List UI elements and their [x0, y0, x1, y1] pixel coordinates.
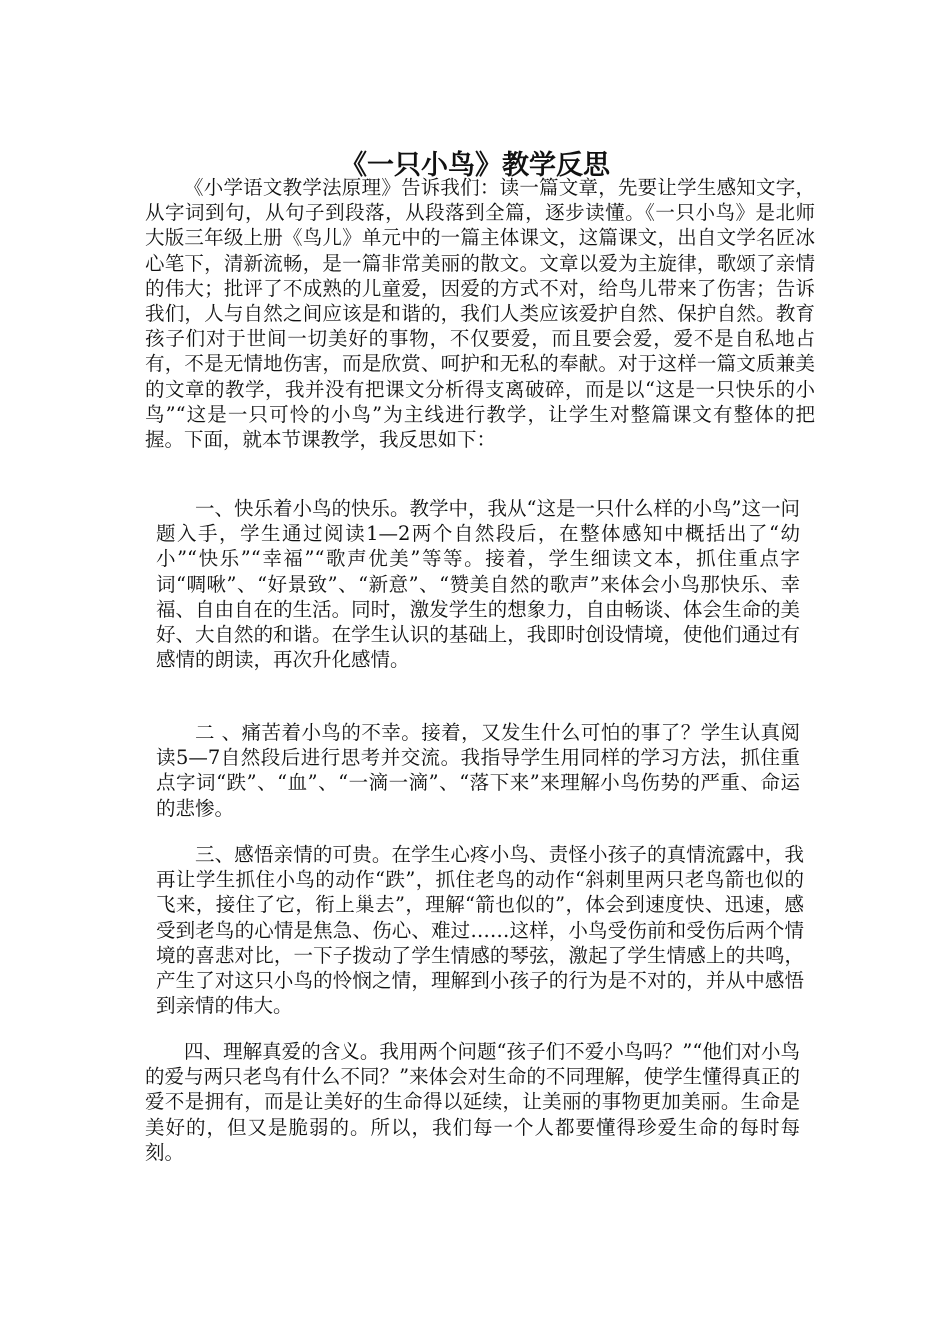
- paragraph-section-one: 一、快乐着小鸟的快乐。教学中，我从“这是一只什么样的小鸟”这一问题入手，学生通过阅读1—2两个自然段后，在整体感知中概括出了“幼小”“快乐”“幸福”“歌声优美”等等。接着，学生细读文本，抓住重点字词“啁啾”、“好景致”、“新意”、“赞美自然的歌声”来体会小鸟那快乐、幸福、自由自在的生活。同时，激发学生的想象力，自由畅谈、体会生命的美好、大自然的和谐。在学生认识的基础上，我即时创设情境，使他们通过有感情的朗读，再次升化感情。: [156, 497, 800, 672]
- paragraph-section-three: 三、感悟亲情的可贵。在学生心疼小鸟、责怪小孩子的真情流露中，我再让学生抓住小鸟的动作“跌”，抓住老鸟的动作“斜刺里两只老鸟箭也似的飞来，接住了它，衔上巢去”，理解“箭也似的”，体会到速度快、迅速，感受到老鸟的心情是焦急、伤心、难过……这样，小鸟受伤前和受伤后两个情境的喜悲对比，一下子拨动了学生情感的琴弦，激起了学生情感上的共鸣，产生了对这只小鸟的怜悯之情，理解到小孩子的行为是不对的，并从中感悟到亲情的伟大。: [156, 843, 804, 1018]
- paragraph-intro: 《小学语文教学法原理》告诉我们：读一篇文章，先要让学生感知文字，从字词到句，从句子到段落，从段落到全篇，逐步读懂。《一只小鸟》是北师大版三年级上册《鸟儿》单元中的一篇主体课文，这篇课文，出自文学名匠冰心笔下，清新流畅，是一篇非常美丽的散文。文章以爱为主旋律，歌颂了亲情的伟大；批评了不成熟的儿童爱，因爱的方式不对，给鸟儿带来了伤害；告诉我们，人与自然之间应该是和谐的，我们人类应该爱护自然、保护自然。教育孩子们对于世间一切美好的事物，不仅要爱，而且要会爱，爱不是自私地占有，不是无情地伤害，而是欣赏、呵护和无私的奉献。对于这样一篇文质兼美的文章的教学，我并没有把课文分析得支离破碎，而是以“这是一只快乐的小鸟”“这是一只可怜的小鸟”为主线进行教学，让学生对整篇课文有整体的把握。下面，就本节课教学，我反思如下：: [145, 176, 815, 452]
- paragraph-section-four: 四、理解真爱的含义。我用两个问题“孩子们不爱小鸟吗？”“他们对小鸟的爱与两只老鸟有什么不同？”来体会对生命的不同理解，使学生懂得真正的爱不是拥有，而是让美好的生命得以延续，让美丽的事物更加美丽。生命是美好的，但又是脆弱的。所以，我们每一个人都要懂得珍爱生命的每时每刻。: [145, 1040, 800, 1164]
- document-title: 《一只小鸟》教学反思: [340, 150, 610, 182]
- paragraph-section-two: 二 、痛苦着小鸟的不幸。接着，又发生什么可怕的事了？学生认真阅读5—7自然段后进行思考并交流。我指导学生用同样的学习方法，抓住重点字词“跌”、“血”、“一滴一滴”、“落下来”来理解小鸟伤势的严重、命运的悲惨。: [156, 721, 800, 820]
